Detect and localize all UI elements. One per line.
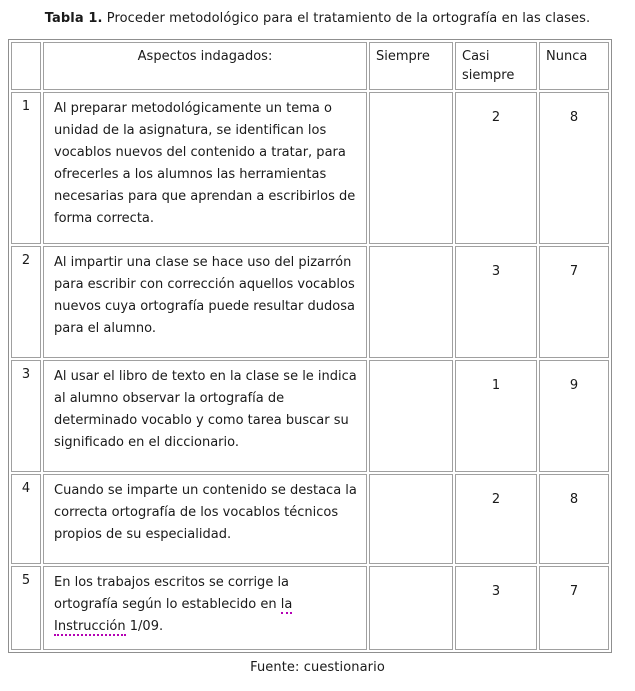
nunca-cell: 8 <box>539 474 609 564</box>
table-caption-number: Tabla 1. <box>44 11 103 26</box>
nunca-cell: 8 <box>539 92 609 244</box>
table-source: Fuente: cuestionario <box>250 660 385 675</box>
table-body <box>11 92 609 650</box>
aspect-cell <box>43 246 367 358</box>
aspect-text: Al usar el libro de texto en la clase se le indica al alumno observar la ortografía de determinado vocablo y como tarea buscar su significado en el diccionario. <box>54 369 357 450</box>
aspect-text: Cuando se imparte un contenido se destaca la correcta ortografía de los vocablos técnicos propios de su especialidad. <box>54 483 357 542</box>
siempre-cell <box>369 246 453 358</box>
nunca-cell: 7 <box>539 566 609 650</box>
misspelled-word: la <box>280 597 293 612</box>
siempre-cell <box>369 360 453 472</box>
siempre-cell <box>369 92 453 244</box>
siempre-cell <box>369 566 453 650</box>
table-row <box>11 246 609 358</box>
header-nunca: Nunca <box>539 42 609 90</box>
aspect-cell <box>43 92 367 244</box>
header-row <box>11 42 609 90</box>
header-aspect: Aspectos indagados: <box>43 42 367 90</box>
survey-table <box>8 39 612 653</box>
aspect-text: Al preparar metodológicamente un tema o unidad de la asignatura, se identifican los vocablos nuevos del contenido a tratar, para ofrecerles a los alumnos las herramientas necesarias para que aprendan a escribirlos de forma correcta. <box>54 101 356 226</box>
casi-siempre-cell: 3 <box>455 246 537 358</box>
casi-siempre-cell: 2 <box>455 474 537 564</box>
table-row <box>11 474 609 564</box>
table-row <box>11 566 609 650</box>
row-number-cell: 1 <box>11 92 41 244</box>
header-casi-siempre: Casi siempre <box>455 42 537 90</box>
row-number-cell: 4 <box>11 474 41 564</box>
table-caption <box>0 11 635 26</box>
casi-siempre-cell: 2 <box>455 92 537 244</box>
casi-siempre-cell: 3 <box>455 566 537 650</box>
misspelled-word: Instrucción <box>54 619 126 634</box>
siempre-cell <box>369 474 453 564</box>
row-number-cell: 2 <box>11 246 41 358</box>
table-caption-text: Proceder metodológico para el tratamiento de la ortografía en las clases. <box>102 11 591 26</box>
nunca-cell: 9 <box>539 360 609 472</box>
casi-siempre-cell: 1 <box>455 360 537 472</box>
row-number-cell: 5 <box>11 566 41 650</box>
row-number-cell: 3 <box>11 360 41 472</box>
aspect-cell <box>43 566 367 650</box>
aspect-text: 1/09. <box>125 619 164 634</box>
aspect-text: Al impartir una clase se hace uso del pizarrón para escribir con corrección aquellos vocablos nuevos cuya ortografía puede resultar dudosa para el alumno. <box>54 255 355 336</box>
header-corner-cell <box>11 42 41 90</box>
aspect-cell <box>43 360 367 472</box>
nunca-cell: 7 <box>539 246 609 358</box>
table-row <box>11 360 609 472</box>
aspect-cell <box>43 474 367 564</box>
table-row <box>11 92 609 244</box>
header-siempre: Siempre <box>369 42 453 90</box>
aspect-text: En los trabajos escritos se corrige la ortografía según lo establecido en <box>54 575 290 612</box>
